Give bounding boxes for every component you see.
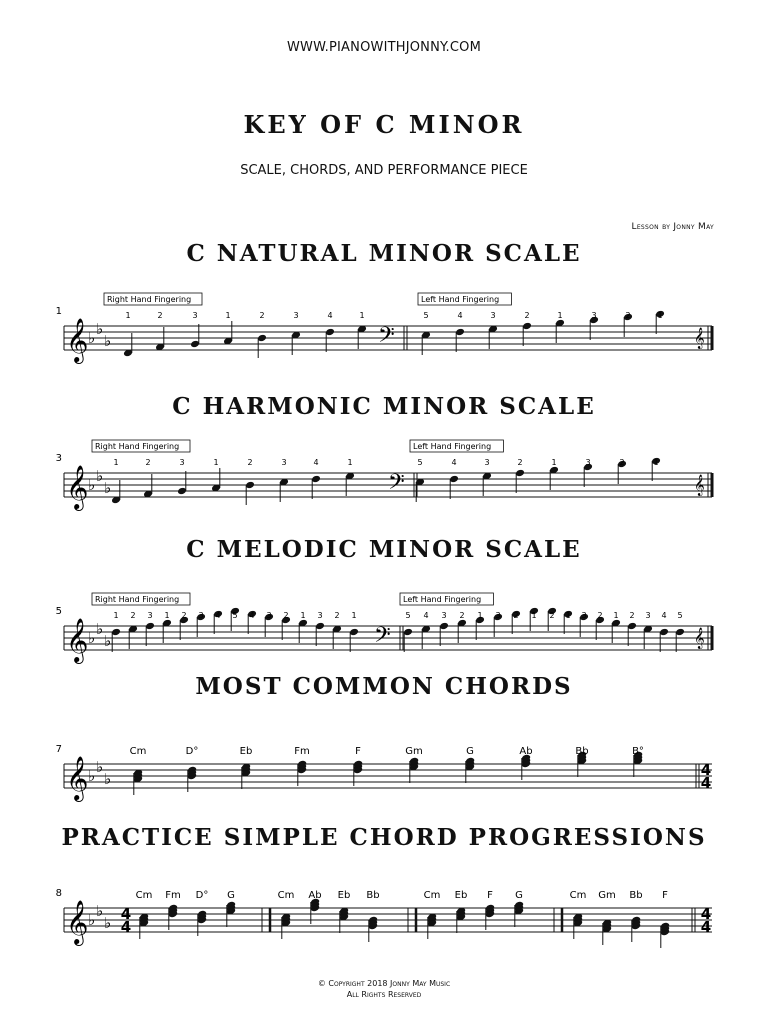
chord-symbol: F xyxy=(487,890,493,901)
finger-number: 3 xyxy=(495,611,501,620)
heading-natural-minor: C NATURAL MINOR SCALE xyxy=(186,240,582,267)
finger-number: 2 xyxy=(513,611,519,620)
flat-icon: ♭ xyxy=(88,629,96,647)
finger-number: 2 xyxy=(181,611,187,620)
finger-number: 3 xyxy=(581,611,587,620)
chord-symbol: G xyxy=(466,746,474,757)
measure-number: 5 xyxy=(55,606,62,617)
finger-number: 3 xyxy=(198,611,204,620)
finger-number: 4 xyxy=(215,611,221,620)
heading-chord-progressions: PRACTICE SIMPLE CHORD PROGRESSIONS xyxy=(61,824,707,851)
finger-number: 4 xyxy=(423,611,429,620)
finger-number: 4 xyxy=(249,611,255,620)
flat-icon: ♭ xyxy=(88,767,96,785)
finger-number: 1 xyxy=(164,611,170,620)
chord-symbol: Eb xyxy=(454,890,468,901)
finger-number: 4 xyxy=(661,611,667,620)
left-hand-fingering-label: Left Hand Fingering xyxy=(403,595,482,604)
treble-clef-icon: 𝄞 xyxy=(694,628,705,649)
finger-number: 5 xyxy=(423,311,429,320)
finger-number: 1 xyxy=(125,311,131,320)
flat-icon: ♭ xyxy=(88,329,96,347)
time-signature-bottom: 4 xyxy=(700,918,712,936)
bass-clef-icon: 𝄢 xyxy=(388,470,405,500)
progressions-staff xyxy=(0,872,768,952)
finger-number: 1 xyxy=(613,611,619,620)
finger-number: 4 xyxy=(451,458,457,467)
time-signature-top: 4 xyxy=(700,905,712,923)
flat-icon: ♭ xyxy=(96,758,104,776)
heading-harmonic-minor: C HARMONIC MINOR SCALE xyxy=(172,393,596,420)
finger-number: 4 xyxy=(457,311,463,320)
time-signature-bottom: 4 xyxy=(120,918,132,936)
finger-number: 1 xyxy=(551,458,557,467)
finger-number: 3 xyxy=(585,458,591,467)
finger-number: 1 xyxy=(113,611,119,620)
flat-icon: ♭ xyxy=(96,620,104,638)
bass-clef-icon: 𝄢 xyxy=(378,323,395,353)
finger-number: 1 xyxy=(347,458,353,467)
right-hand-fingering-label: Right Hand Fingering xyxy=(95,595,180,604)
finger-number: 3 xyxy=(591,311,597,320)
finger-number: 1 xyxy=(359,311,365,320)
flat-icon: ♭ xyxy=(104,770,112,788)
finger-number: 1 xyxy=(113,458,119,467)
flat-icon: ♭ xyxy=(104,332,112,350)
chord-symbol: Eb xyxy=(337,890,351,901)
chord-symbol: F xyxy=(355,746,361,757)
flat-icon: ♭ xyxy=(104,914,112,932)
left-hand-fingering-label: Left Hand Fingering xyxy=(421,295,500,304)
treble-clef-icon: 𝄞 xyxy=(66,756,89,800)
finger-number: 4 xyxy=(327,311,333,320)
finger-number: 2 xyxy=(247,458,253,467)
finger-number: 3 xyxy=(179,458,185,467)
copyright-line: © Copyright 2018 Jonny May Music xyxy=(317,979,451,988)
finger-number: 1 xyxy=(213,458,219,467)
measure-number: 7 xyxy=(55,744,62,755)
copyright-footer xyxy=(0,978,768,1000)
finger-number: 2 xyxy=(130,611,136,620)
finger-number: 2 xyxy=(625,311,631,320)
heading-melodic-minor: C MELODIC MINOR SCALE xyxy=(186,536,582,563)
site-url: WWW.PIANOWITHJONNY.COM xyxy=(286,40,481,55)
finger-number: 1 xyxy=(557,311,563,320)
finger-number: 1 xyxy=(300,611,306,620)
finger-number: 1 xyxy=(531,611,537,620)
finger-number: 3 xyxy=(645,611,651,620)
chord-symbol: D° xyxy=(185,746,199,757)
finger-number: 1 xyxy=(225,311,231,320)
chord-symbol: Gm xyxy=(598,890,616,901)
chord-symbol: Cm xyxy=(277,890,295,901)
right-hand-fingering-label: Right Hand Fingering xyxy=(107,295,192,304)
chord-symbol: Bb xyxy=(629,890,643,901)
finger-number: 1 xyxy=(477,611,483,620)
finger-number: 3 xyxy=(484,458,490,467)
treble-clef-icon: 𝄞 xyxy=(694,475,705,496)
measure-number: 1 xyxy=(55,306,62,317)
treble-clef-icon: 𝄞 xyxy=(66,465,89,509)
chord-symbol: Fm xyxy=(165,890,181,901)
finger-number: 2 xyxy=(629,611,635,620)
time-signature-top: 4 xyxy=(700,761,712,779)
finger-number: 5 xyxy=(417,458,423,467)
measure-number: 8 xyxy=(55,888,62,899)
finger-number: 1 xyxy=(653,458,659,467)
chord-symbol: Fm xyxy=(294,746,310,757)
chord-symbol: Eb xyxy=(239,746,253,757)
harmonic-minor-staff xyxy=(0,437,768,517)
finger-number: 2 xyxy=(145,458,151,467)
left-hand-fingering-label: Left Hand Fingering xyxy=(413,442,492,451)
chord-symbol: Gm xyxy=(405,746,423,757)
chord-symbol: Ab xyxy=(519,746,533,757)
finger-number: 2 xyxy=(157,311,163,320)
chord-symbol: Cm xyxy=(135,890,153,901)
chord-symbol: Cm xyxy=(423,890,441,901)
finger-number: 3 xyxy=(281,458,287,467)
chord-symbol: B° xyxy=(632,746,644,757)
page-title: KEY OF C MINOR xyxy=(243,110,525,139)
finger-number: 4 xyxy=(313,458,319,467)
right-hand-fingering-label: Right Hand Fingering xyxy=(95,442,180,451)
finger-number: 2 xyxy=(259,311,265,320)
finger-number: 3 xyxy=(441,611,447,620)
natural-minor-staff xyxy=(0,290,768,370)
chord-symbol: Bb xyxy=(366,890,380,901)
finger-number: 2 xyxy=(517,458,523,467)
finger-number: 5 xyxy=(677,611,683,620)
flat-icon: ♭ xyxy=(96,902,104,920)
chord-symbol: D° xyxy=(195,890,209,901)
finger-number: 1 xyxy=(565,611,571,620)
time-signature-top: 4 xyxy=(120,905,132,923)
treble-clef-icon: 𝄞 xyxy=(66,618,89,662)
finger-number: 2 xyxy=(334,611,340,620)
time-signature-bottom: 4 xyxy=(700,774,712,792)
flat-icon: ♭ xyxy=(96,467,104,485)
page-subtitle: SCALE, CHORDS, AND PERFORMANCE PIECE xyxy=(240,163,528,178)
finger-number: 5 xyxy=(232,611,238,620)
finger-number: 5 xyxy=(405,611,411,620)
finger-number: 2 xyxy=(283,611,289,620)
common-chords-staff xyxy=(0,728,768,808)
chord-symbol: G xyxy=(227,890,235,901)
flat-icon: ♭ xyxy=(88,911,96,929)
melodic-minor-staff xyxy=(0,590,768,670)
finger-number: 2 xyxy=(549,611,555,620)
treble-clef-icon: 𝄞 xyxy=(66,900,89,944)
finger-number: 2 xyxy=(619,458,625,467)
bass-clef-icon: 𝄢 xyxy=(374,623,391,653)
chord-symbol: G xyxy=(515,890,523,901)
finger-number: 3 xyxy=(317,611,323,620)
chord-symbol: Ab xyxy=(308,890,322,901)
chord-symbol: F xyxy=(662,890,668,901)
chord-symbol: Bb xyxy=(575,746,589,757)
flat-icon: ♭ xyxy=(104,479,112,497)
rights-line: All Rights Reserved xyxy=(346,990,422,999)
lesson-byline: Lesson by Jonny May xyxy=(631,222,714,232)
measure-number: 3 xyxy=(55,453,62,464)
finger-number: 3 xyxy=(490,311,496,320)
flat-icon: ♭ xyxy=(96,320,104,338)
finger-number: 3 xyxy=(192,311,198,320)
chord-symbol: Cm xyxy=(129,746,147,757)
finger-number: 3 xyxy=(293,311,299,320)
finger-number: 1 xyxy=(657,311,663,320)
chord-symbol: Cm xyxy=(569,890,587,901)
finger-number: 2 xyxy=(459,611,465,620)
flat-icon: ♭ xyxy=(104,632,112,650)
heading-common-chords: MOST COMMON CHORDS xyxy=(195,673,573,700)
treble-clef-icon: 𝄞 xyxy=(694,328,705,349)
flat-icon: ♭ xyxy=(88,476,96,494)
finger-number: 1 xyxy=(351,611,357,620)
finger-number: 2 xyxy=(597,611,603,620)
finger-number: 2 xyxy=(524,311,530,320)
finger-number: 3 xyxy=(147,611,153,620)
finger-number: 3 xyxy=(266,611,272,620)
treble-clef-icon: 𝄞 xyxy=(66,318,89,362)
